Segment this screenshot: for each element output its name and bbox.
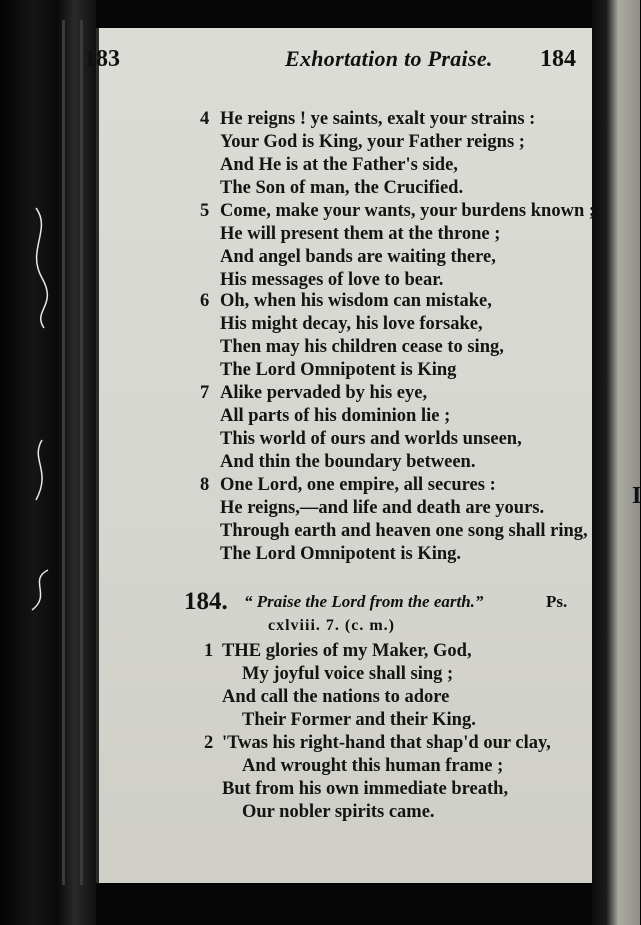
verse-line: 'Twas his right-hand that shap'd our clay, [222, 733, 551, 753]
hymn-184-verse-2 [204, 732, 551, 824]
psalm-label: Ps. [546, 592, 568, 611]
verse-line: He reigns,—and life and death are yours. [220, 498, 545, 518]
facing-page-edge [592, 0, 640, 925]
verse-8 [200, 474, 588, 566]
running-title: Exhortation to Praise. [285, 46, 493, 71]
page-number-right: 184 [540, 46, 576, 72]
verse-line: All parts of his dominion lie ; [220, 406, 451, 426]
verse-line: THE glories of my Maker, God, [222, 641, 472, 661]
verse-line: Your God is King, your Father reigns ; [220, 132, 525, 152]
verse-line: Our nobler spirits came. [242, 802, 435, 822]
verse-line: Through earth and heaven one song shall ring, [220, 521, 588, 541]
verse-number: 5 [200, 201, 210, 221]
hymn-epigraph: “ Praise the Lord from the earth.” [244, 592, 484, 611]
verse-line: He reigns ! ye saints, exalt your strains : [220, 109, 536, 129]
psalm-reference: cxlviii. 7. (c. m.) [268, 617, 395, 634]
verse-line: Alike pervaded by his eye, [220, 383, 428, 403]
verse-line: Then may his children cease to sing, [220, 337, 504, 357]
verse-line: And call the nations to adore [222, 687, 450, 707]
verse-line: He will present them at the throne ; [220, 224, 501, 244]
running-header [0, 46, 640, 76]
verse-4 [200, 108, 536, 200]
verse-line: Come, make your wants, your burdens known ; [220, 201, 596, 221]
verse-number: 7 [200, 383, 210, 403]
page-number-left: 183 [84, 46, 120, 72]
verse-line: One Lord, one empire, all secures : [220, 475, 496, 495]
verse-line: And He is at the Father's side, [220, 155, 458, 175]
binding-edge-line [62, 20, 65, 885]
verse-line: This world of ours and worlds unseen, [220, 429, 522, 449]
verse-line: The Son of man, the Crucified. [220, 178, 464, 198]
verse-number: 6 [200, 291, 210, 311]
verse-5 [200, 200, 596, 292]
verse-line: The Lord Omnipotent is King. [220, 544, 462, 564]
verse-6 [200, 290, 504, 382]
margin-mark: I [632, 483, 641, 509]
hymn-number: 184. [184, 588, 228, 615]
verse-line: And angel bands are waiting there, [220, 247, 496, 267]
fiber-artifact [22, 200, 62, 620]
binding-edge-line [80, 20, 83, 885]
verse-7 [200, 382, 522, 474]
verse-line: His messages of love to bear. [220, 270, 444, 290]
verse-line: The Lord Omnipotent is King [220, 360, 457, 380]
verse-number: 2 [204, 733, 214, 753]
verse-line: My joyful voice shall sing ; [242, 664, 454, 684]
verse-line: Oh, when his wisdom can mistake, [220, 291, 492, 311]
verse-line: And wrought this human frame ; [242, 756, 504, 776]
verse-number: 1 [204, 641, 214, 661]
verse-line: His might decay, his love forsake, [220, 314, 483, 334]
verse-line: Their Former and their King. [242, 710, 476, 730]
verse-line: And thin the boundary between. [220, 452, 476, 472]
verse-number: 8 [200, 475, 210, 495]
hymn-184-verse-1 [204, 640, 476, 732]
verse-line: But from his own immediate breath, [222, 779, 509, 799]
verse-number: 4 [200, 109, 210, 129]
